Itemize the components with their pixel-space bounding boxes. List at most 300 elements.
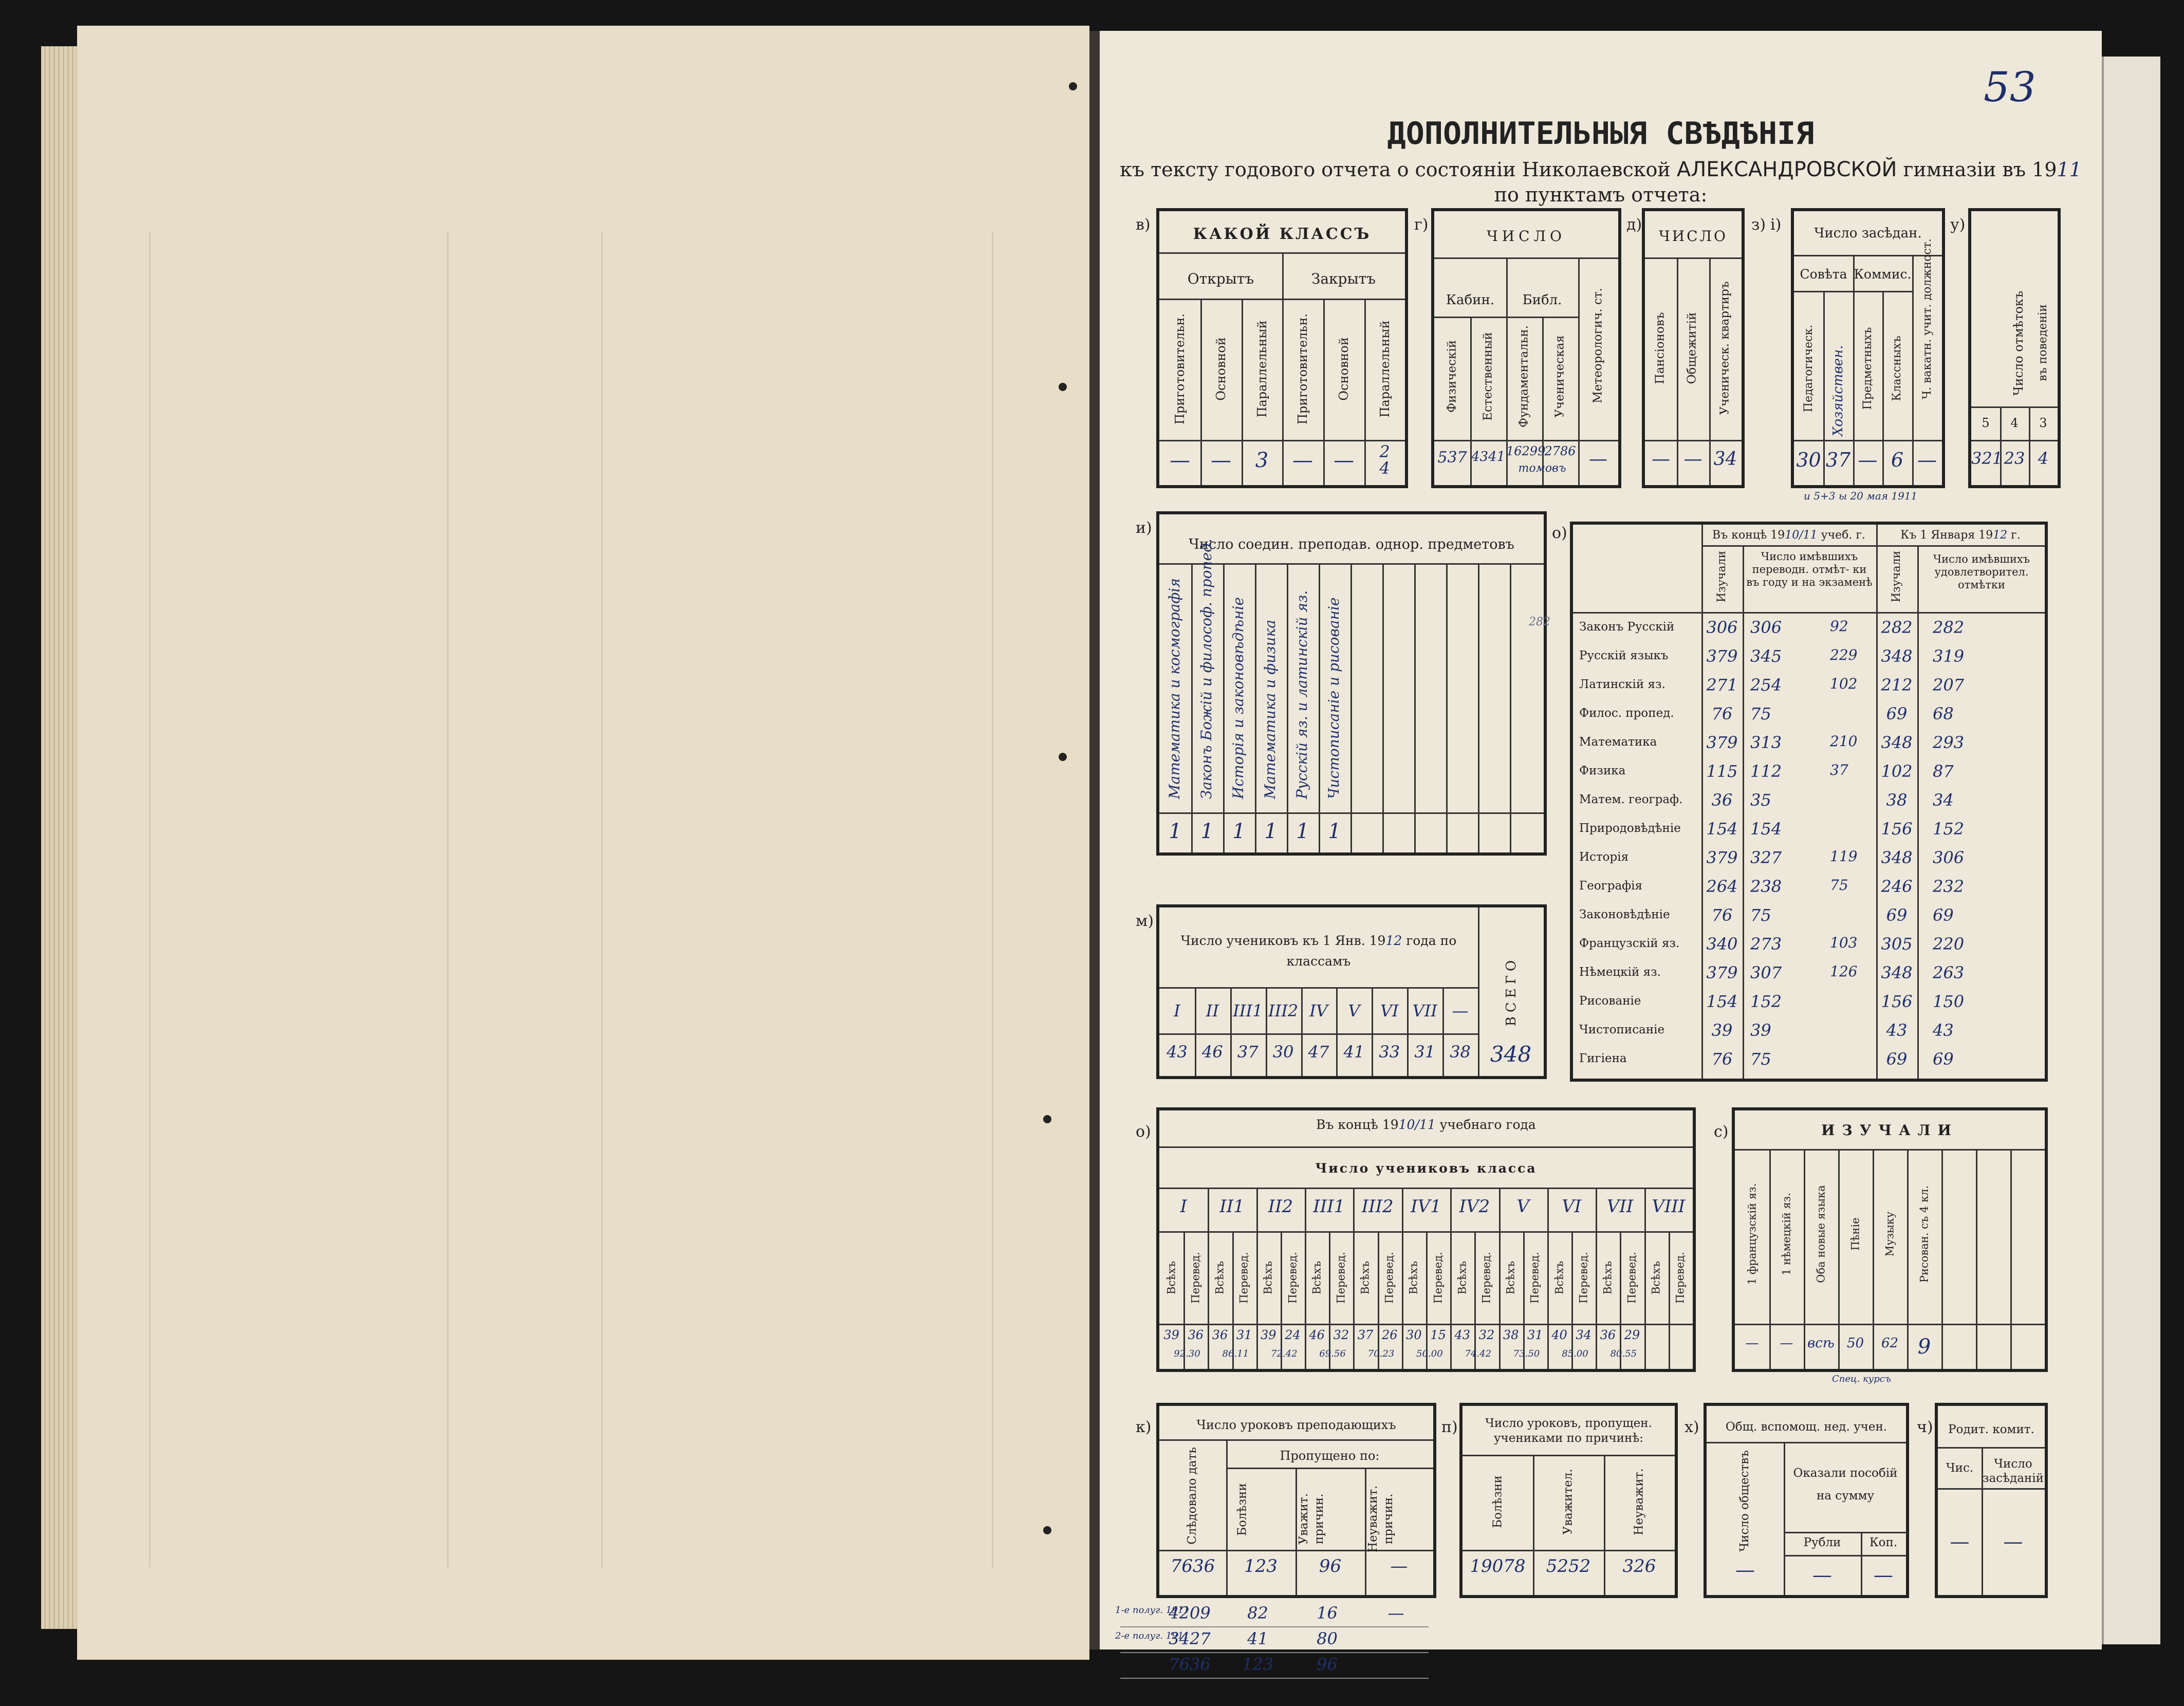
table-count bbox=[1431, 208, 1621, 488]
col-header: 1 нѣмецкiй яз. bbox=[1780, 1193, 1792, 1275]
subtitle-school: АЛЕКСАНДРОВСКОЙ bbox=[1676, 158, 1897, 181]
cell-value: 263 bbox=[1933, 963, 1965, 982]
cell-value: 37 bbox=[1237, 1042, 1258, 1062]
subtitle-line2: по пунктамъ отчета: bbox=[1494, 183, 1708, 206]
cell-value: 154 bbox=[1706, 819, 1738, 839]
col-header: Всѣхъ bbox=[1165, 1260, 1178, 1295]
cell-value: 43 bbox=[1886, 1021, 1908, 1040]
cell-value: всѣ bbox=[1807, 1336, 1835, 1351]
section-label: д) bbox=[1626, 216, 1642, 234]
subtitle-part: гимназiи въ 19 bbox=[1903, 158, 2057, 181]
grid-line bbox=[1301, 987, 1303, 1076]
cell-value: 238 bbox=[1750, 877, 1782, 896]
section-label: к) bbox=[1136, 1418, 1152, 1436]
binding-hole bbox=[1059, 383, 1067, 391]
cell-value: 31 bbox=[1236, 1328, 1252, 1342]
left-page bbox=[77, 26, 1089, 1660]
section-label: г) bbox=[1414, 216, 1429, 234]
col-header: Основной bbox=[1214, 337, 1228, 401]
cell-value: 1 bbox=[1200, 820, 1214, 843]
percent-value: 69.56 bbox=[1319, 1348, 1346, 1359]
binding-hole bbox=[1069, 82, 1077, 90]
col-header: Ученическ. квартиръ bbox=[1718, 281, 1732, 415]
cell-value: — bbox=[1917, 449, 1937, 471]
cell-value: 43 bbox=[1454, 1328, 1471, 1342]
cell-value: 126 bbox=[1830, 963, 1858, 980]
cell-value: 23 bbox=[2004, 449, 2025, 468]
cell-value: — bbox=[1874, 1564, 1893, 1586]
col-header: Педагогическ. bbox=[1802, 324, 1815, 413]
grid-line bbox=[1769, 1149, 1771, 1369]
table-housing bbox=[1642, 208, 1745, 488]
class-label: III2 bbox=[1268, 1001, 1299, 1021]
cell-value: 31 bbox=[1527, 1328, 1543, 1342]
section-label: з) bbox=[1751, 216, 1766, 234]
class-label: VI bbox=[1562, 1196, 1582, 1217]
table-parent-committee bbox=[1935, 1403, 2048, 1598]
class-label: III1 bbox=[1313, 1196, 1345, 1217]
cell-value: 76 bbox=[1711, 1049, 1733, 1069]
subtitle-part: къ тексту годового отчета о состоянiи Николаевской bbox=[1120, 158, 1671, 181]
cell-value: 16299 bbox=[1506, 444, 1546, 458]
cell-value: 33 bbox=[1379, 1042, 1400, 1062]
grid-line bbox=[1120, 1678, 1429, 1679]
percent-value: 70.23 bbox=[1367, 1348, 1395, 1359]
grid-line bbox=[1120, 1652, 1429, 1653]
cell-value: 345 bbox=[1750, 646, 1782, 666]
col-group-label: Коммис. bbox=[1854, 267, 1912, 282]
col-header-handwritten: Хозяйствен. bbox=[1830, 345, 1846, 436]
cell-value: 307 bbox=[1750, 963, 1782, 982]
col-header: Рисован. съ 4 кл. bbox=[1918, 1185, 1930, 1283]
col-header-handwritten: Математика и космографiя bbox=[1166, 578, 1183, 799]
col-header: Всѣхъ bbox=[1213, 1260, 1226, 1295]
cell-value: 80 bbox=[1317, 1629, 1338, 1648]
next-page-edge bbox=[2102, 57, 2160, 1644]
class-label: VII bbox=[1412, 1001, 1437, 1021]
cell-value: 75 bbox=[1750, 704, 1771, 724]
cell-value: 92 bbox=[1830, 618, 1848, 635]
cell-value: 26 bbox=[1381, 1328, 1398, 1342]
class-label: I bbox=[1174, 1001, 1180, 1021]
margin-note-part: и 5+3 bbox=[1804, 490, 1839, 502]
col-header: Чис. bbox=[1946, 1461, 1974, 1475]
cell-value: 207 bbox=[1933, 675, 1965, 695]
grid-line bbox=[1976, 1149, 1977, 1369]
cell-value: 232 bbox=[1933, 877, 1965, 896]
cell-value: 210 bbox=[1830, 733, 1858, 750]
section-label: с) bbox=[1714, 1123, 1729, 1141]
table-title: ЧИСЛО bbox=[1659, 228, 1728, 245]
grid-line bbox=[1120, 1626, 1429, 1627]
cell-value: 313 bbox=[1750, 733, 1782, 752]
col-group-label: Кабин. bbox=[1446, 292, 1495, 308]
title-part: учебнаго года bbox=[1435, 1117, 1536, 1132]
table-aid-society bbox=[1704, 1403, 1909, 1598]
table-title bbox=[1159, 931, 1478, 972]
col-header: Перевед. bbox=[1577, 1252, 1590, 1304]
class-label: II1 bbox=[1219, 1196, 1245, 1217]
cell-value: 16 bbox=[1317, 1603, 1338, 1623]
col-header: Фундаментальн. bbox=[1517, 325, 1531, 428]
col-group-label: Закрытъ bbox=[1311, 270, 1376, 287]
binding-hole bbox=[1059, 753, 1067, 761]
col-header: Музыку bbox=[1883, 1211, 1896, 1257]
margin-note: 282 bbox=[1529, 616, 1550, 628]
col-header-handwritten: Исторiя и законовѣдѣнiе bbox=[1230, 597, 1247, 799]
subject-name: Французскiй яз. bbox=[1579, 937, 1680, 950]
cell-value: 1 bbox=[1232, 820, 1246, 843]
title-part: года по классамъ bbox=[1286, 933, 1457, 969]
cell-value: 326 bbox=[1622, 1556, 1656, 1577]
cell-value: 3427 bbox=[1169, 1629, 1211, 1648]
cell-value: 30 bbox=[1272, 1042, 1294, 1062]
cell-value: 212 bbox=[1881, 675, 1913, 695]
cell-value: — bbox=[1211, 449, 1231, 472]
col-header: Ч. вакатн. учит. должност. bbox=[1921, 238, 1934, 399]
table-conduct bbox=[1968, 208, 2061, 488]
col-header: Перевед. bbox=[1480, 1252, 1493, 1304]
cell-value: 152 bbox=[1933, 819, 1965, 839]
section-label: в) bbox=[1136, 216, 1151, 234]
cell-value: — bbox=[1390, 1556, 1408, 1577]
col-group-label: Библ. bbox=[1522, 292, 1562, 308]
col-header-handwritten: Русскiй яз. и латинскiй яз. bbox=[1293, 590, 1310, 799]
cell-value: — bbox=[1858, 449, 1878, 471]
col-header: Всѣхъ bbox=[1456, 1260, 1469, 1295]
row-label: 2-е полуг. 1911 bbox=[1115, 1630, 1190, 1641]
margin-note: Спец. курсъ bbox=[1832, 1374, 1891, 1384]
class-label: IV1 bbox=[1411, 1196, 1441, 1217]
cell-value: 115 bbox=[1706, 762, 1738, 781]
subject-name: Исторiя bbox=[1579, 850, 1629, 864]
section-label: у) bbox=[1950, 216, 1966, 234]
grid-line bbox=[1941, 1149, 1943, 1369]
cell-value: 154 bbox=[1706, 992, 1738, 1011]
cell-value: 271 bbox=[1706, 675, 1738, 695]
col-header: Приготовительн. bbox=[1173, 313, 1187, 424]
book-gutter bbox=[1089, 31, 1100, 1649]
cell-value: 2786 bbox=[1544, 444, 1576, 458]
cell-value: 123 bbox=[1244, 1556, 1278, 1577]
col-header: Всѣхъ bbox=[1407, 1260, 1420, 1295]
ghost-column-line bbox=[149, 231, 151, 1567]
col-group-label bbox=[1876, 530, 2045, 541]
class-label: III2 bbox=[1361, 1196, 1394, 1217]
cell-value: 32 bbox=[1333, 1328, 1349, 1342]
cell-value: 34 bbox=[1713, 449, 1737, 470]
table-students-jan bbox=[1156, 904, 1547, 1079]
cell-value: 156 bbox=[1881, 992, 1913, 1011]
cell-value: 69 bbox=[1933, 1049, 1954, 1069]
col-header: Классныхъ bbox=[1891, 336, 1903, 401]
col-header: Перевед. bbox=[1432, 1252, 1445, 1304]
cell-value: 305 bbox=[1881, 934, 1913, 954]
cell-value: 306 bbox=[1750, 618, 1782, 637]
grid-line bbox=[1230, 987, 1232, 1076]
col-header: Перевед. bbox=[1383, 1252, 1396, 1304]
cell-value: 348 bbox=[1881, 848, 1913, 867]
cell-value: 41 bbox=[1247, 1629, 1268, 1648]
class-label: IV bbox=[1309, 1001, 1328, 1021]
cell-value: — bbox=[1170, 449, 1190, 472]
cell-value: 102 bbox=[1830, 675, 1858, 692]
col-header: Пансiоновъ bbox=[1653, 312, 1667, 384]
col-header: Оба новые языка bbox=[1815, 1185, 1827, 1283]
cell-value: 35 bbox=[1750, 790, 1771, 810]
col-header: Физическiй bbox=[1445, 340, 1459, 413]
row-label: 1-е полуг. 1911 bbox=[1115, 1605, 1190, 1616]
cell-value: — bbox=[2003, 1530, 2023, 1553]
col-header: Всѣхъ bbox=[1650, 1260, 1662, 1295]
table-class bbox=[1156, 208, 1408, 488]
percent-value: 74.42 bbox=[1465, 1348, 1492, 1359]
table-title: Родит. комит. bbox=[1948, 1423, 2034, 1436]
col-header: Перевед. bbox=[1237, 1252, 1250, 1304]
grid-line bbox=[1407, 987, 1409, 1076]
cell-value: 119 bbox=[1830, 848, 1858, 865]
col-header: 3 bbox=[2039, 416, 2047, 430]
header-part: учеб. г. bbox=[1817, 529, 1865, 542]
cell-value: 293 bbox=[1933, 733, 1965, 752]
cell-value: 340 bbox=[1706, 934, 1738, 954]
col-header: Рубли bbox=[1803, 1536, 1841, 1549]
col-header: Пѣнiе bbox=[1849, 1217, 1861, 1251]
cell-value: 379 bbox=[1706, 733, 1738, 752]
cell-value: 2 4 bbox=[1379, 442, 1390, 478]
class-label: V bbox=[1516, 1196, 1529, 1217]
cell-value: 38 bbox=[1503, 1328, 1519, 1342]
grid-line bbox=[1804, 1149, 1805, 1369]
cell-value: 34 bbox=[1576, 1328, 1591, 1342]
table-title: Число уроковъ преподающихъ bbox=[1196, 1418, 1396, 1432]
cell-value: 379 bbox=[1706, 963, 1738, 982]
col-header: 1 французскiй яз. bbox=[1746, 1183, 1758, 1285]
col-header: Неуважит. bbox=[1632, 1468, 1646, 1535]
cell-value: 41 bbox=[1343, 1042, 1365, 1062]
title-part: Въ концѣ 19 bbox=[1316, 1117, 1399, 1132]
cell-value: 1 bbox=[1264, 820, 1278, 843]
grid-line bbox=[1669, 1231, 1670, 1369]
col-header: Всѣхъ bbox=[1553, 1260, 1565, 1295]
subject-name: Физика bbox=[1579, 764, 1626, 777]
class-label: I bbox=[1180, 1196, 1187, 1217]
page-number: 53 bbox=[1984, 63, 2036, 111]
col-header: Основной bbox=[1337, 337, 1351, 401]
percent-value: 50.00 bbox=[1416, 1348, 1443, 1359]
section-label: ч) bbox=[1917, 1418, 1933, 1436]
cell-value: 37 bbox=[1825, 449, 1851, 471]
cell-value: 69 bbox=[1886, 1049, 1908, 1069]
percent-value: 85.00 bbox=[1562, 1348, 1588, 1359]
col-header: 5 bbox=[1982, 416, 1990, 430]
col-header: Всѣхъ bbox=[1262, 1260, 1274, 1295]
table-student-absences bbox=[1459, 1403, 1678, 1598]
col-header-handwritten: Чистописанiе и рисованiе bbox=[1325, 597, 1342, 799]
ghost-column-line bbox=[447, 231, 449, 1567]
cell-value: 229 bbox=[1830, 646, 1858, 663]
grid-line bbox=[1372, 987, 1373, 1076]
cell-value: — bbox=[1589, 449, 1607, 470]
class-label: IV2 bbox=[1459, 1196, 1490, 1217]
cell-value: 36 bbox=[1711, 790, 1733, 810]
col-group-label: Пропущено по: bbox=[1280, 1449, 1380, 1463]
grid-line bbox=[2010, 1149, 2012, 1369]
title-year: 12 bbox=[1385, 933, 1402, 948]
col-header: Всѣхъ bbox=[1504, 1260, 1517, 1295]
subject-name: Чистописанiе bbox=[1579, 1023, 1665, 1036]
cell-value: 306 bbox=[1706, 618, 1738, 637]
section-label: о) bbox=[1552, 524, 1567, 542]
cell-value: 102 bbox=[1881, 762, 1913, 781]
class-label: — bbox=[1452, 1001, 1469, 1021]
cell-value: 36 bbox=[1188, 1328, 1204, 1342]
table-title: Общ. вспомощ. нед. учен. bbox=[1725, 1420, 1887, 1434]
cell-value: 87 bbox=[1933, 762, 1954, 781]
cell-value: 379 bbox=[1706, 646, 1738, 666]
cell-value: 4 bbox=[2038, 449, 2049, 468]
cell-value: 273 bbox=[1750, 934, 1782, 954]
table-teacher-lessons bbox=[1156, 1403, 1436, 1598]
subtitle-line1 bbox=[1100, 159, 2102, 180]
col-header: Естественный bbox=[1481, 332, 1495, 421]
percent-value: 72.42 bbox=[1271, 1348, 1298, 1359]
cell-value: 30 bbox=[1406, 1328, 1422, 1342]
cell-value: 103 bbox=[1830, 934, 1858, 951]
grid-line bbox=[1195, 987, 1196, 1076]
cell-value: 152 bbox=[1750, 992, 1782, 1011]
cell-value: 4341 bbox=[1471, 449, 1506, 465]
cell-value: 76 bbox=[1711, 905, 1733, 925]
cell-value: 38 bbox=[1450, 1042, 1471, 1062]
cell-value: 43 bbox=[1933, 1021, 1954, 1040]
cell-value: 43 bbox=[1167, 1042, 1188, 1062]
cell-value: 46 bbox=[1201, 1042, 1223, 1062]
col-header: Ученическая bbox=[1553, 335, 1567, 418]
cell-value: — bbox=[1780, 1336, 1793, 1351]
header-part: Къ 1 Января 19 bbox=[1900, 529, 1993, 542]
cell-value: 47 bbox=[1308, 1042, 1329, 1062]
cell-value: 327 bbox=[1750, 848, 1782, 867]
cell-value: 37 bbox=[1830, 762, 1848, 778]
title-part: Число учениковъ къ 1 Янв. 19 bbox=[1180, 933, 1386, 948]
col-header: Перевед. bbox=[1528, 1252, 1541, 1304]
cell-value: 31 bbox=[1414, 1042, 1436, 1062]
cell-value: 96 bbox=[1319, 1556, 1342, 1577]
cell-value: 30 bbox=[1796, 449, 1821, 471]
cell-value: — bbox=[1812, 1564, 1832, 1586]
section-label: i) bbox=[1770, 216, 1782, 234]
cell-value: 7636 bbox=[1169, 1655, 1211, 1674]
cell-value: — bbox=[1950, 1530, 1970, 1553]
page-title: ДОПОЛНИТЕЛЬНЫЯ СВѢДѢНIЯ bbox=[1387, 116, 1815, 152]
col-header: Всѣхъ bbox=[1310, 1260, 1323, 1295]
col-header: Всѣхъ bbox=[1359, 1260, 1372, 1295]
cell-value: 282 bbox=[1881, 618, 1913, 637]
cell-value: — bbox=[1334, 449, 1354, 472]
col-header: Изучали bbox=[1715, 550, 1728, 603]
col-header: Число имѣвшихъ переводн. отмѣт- ки въ году и на экзаменѣ bbox=[1746, 550, 1873, 589]
section-label: м) bbox=[1136, 912, 1154, 930]
cell-value: 34 bbox=[1933, 790, 1954, 810]
cell-value: 112 bbox=[1750, 762, 1782, 781]
grid-line bbox=[1907, 1149, 1909, 1369]
cell-value: 75 bbox=[1830, 877, 1848, 894]
cell-value: 282 bbox=[1933, 618, 1965, 637]
cell-value: 321 bbox=[1971, 449, 2003, 468]
table-students-end-year bbox=[1156, 1107, 1696, 1372]
cell-value: 39 bbox=[1261, 1328, 1276, 1342]
subject-name: Законъ Русскiй bbox=[1579, 620, 1675, 634]
col-header: Метеорологич. ст. bbox=[1591, 288, 1605, 403]
grid-line bbox=[1336, 987, 1338, 1076]
cell-value: 37 bbox=[1357, 1328, 1374, 1342]
cell-value: 306 bbox=[1933, 848, 1965, 867]
class-label: III1 bbox=[1233, 1001, 1263, 1021]
cell-value: 348 bbox=[1881, 646, 1913, 666]
cell-value: 69 bbox=[1933, 905, 1954, 925]
col-header-handwritten: Математика и физика bbox=[1262, 620, 1279, 799]
subject-name: Рисованiе bbox=[1579, 994, 1641, 1008]
table-title: КАКОЙ КЛАССЪ bbox=[1193, 225, 1372, 243]
header-part: Въ концѣ 19 bbox=[1712, 529, 1785, 542]
ghost-column-line bbox=[601, 231, 603, 1567]
cell-value: 24 bbox=[1285, 1328, 1301, 1342]
col-header: Слѣдовало дать bbox=[1186, 1447, 1199, 1545]
col-group-label bbox=[1701, 530, 1876, 541]
table-title: Число засѣдан. bbox=[1814, 226, 1922, 241]
cell-value: 4209 bbox=[1169, 1603, 1211, 1623]
title-year: 10/11 bbox=[1398, 1117, 1436, 1132]
section-label: х) bbox=[1685, 1418, 1699, 1436]
col-group-label: въ поведенiи bbox=[2037, 304, 2049, 381]
cell-value: 9 bbox=[1917, 1335, 1931, 1359]
subject-name: Законовѣдѣнiе bbox=[1579, 908, 1670, 921]
section-label: п) bbox=[1441, 1418, 1458, 1436]
cell-value: 6 bbox=[1891, 449, 1904, 471]
class-label: VI bbox=[1380, 1001, 1399, 1021]
col-header: Параллельный bbox=[1378, 320, 1392, 418]
cell-value: 39 bbox=[1163, 1328, 1179, 1342]
binding-hole bbox=[1043, 1526, 1051, 1534]
cell-value: 39 bbox=[1750, 1021, 1771, 1040]
col-header: Коп. bbox=[1869, 1536, 1898, 1549]
cell-value: 50 bbox=[1846, 1336, 1864, 1351]
cell-value: 5252 bbox=[1546, 1556, 1591, 1577]
col-header: Число обществъ bbox=[1738, 1450, 1752, 1552]
cell-value: 69 bbox=[1886, 905, 1908, 925]
header-part: г. bbox=[2007, 529, 2021, 542]
percent-value: 86.11 bbox=[1222, 1348, 1249, 1359]
cell-value: 36 bbox=[1212, 1328, 1228, 1342]
cell-value: 46 bbox=[1309, 1328, 1325, 1342]
binding-hole bbox=[1043, 1115, 1051, 1123]
col-header: Болѣзни bbox=[1491, 1475, 1505, 1528]
cell-value: — bbox=[1387, 1603, 1404, 1623]
total-value: 348 bbox=[1490, 1042, 1532, 1067]
cell-value: 62 bbox=[1881, 1336, 1899, 1351]
cell-value: 68 bbox=[1933, 704, 1954, 724]
table-title: Число уроковъ, пропущен. учениками по причинѣ: bbox=[1485, 1417, 1652, 1445]
grid-line bbox=[1442, 987, 1444, 1076]
header-year: 10/11 bbox=[1785, 529, 1818, 542]
cell-value: — bbox=[1745, 1336, 1759, 1351]
page-stack-edge bbox=[41, 46, 77, 1629]
col-header: Болѣзни bbox=[1235, 1483, 1249, 1536]
col-header: Уважител. bbox=[1561, 1469, 1575, 1535]
col-header: Всѣхъ bbox=[1601, 1260, 1614, 1295]
col-header: 4 bbox=[2010, 416, 2019, 430]
